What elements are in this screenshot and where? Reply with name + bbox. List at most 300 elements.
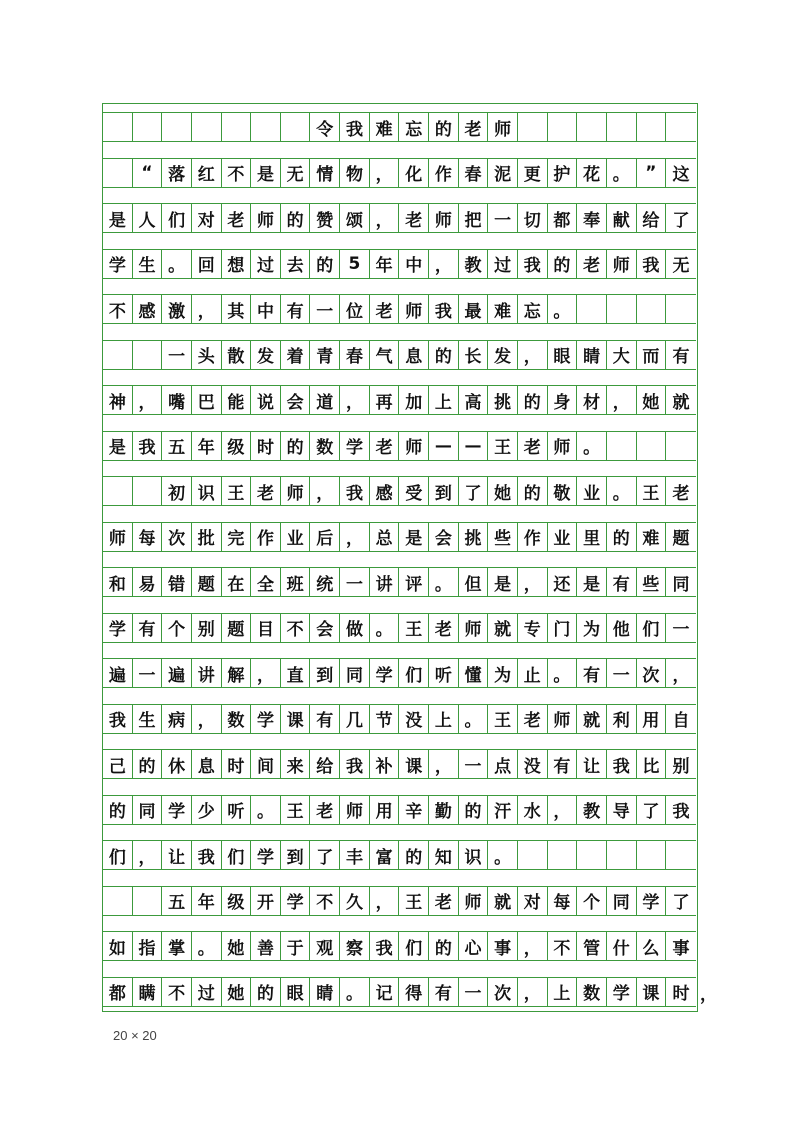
char-cell: 有 bbox=[548, 750, 578, 778]
char-cell: 中 bbox=[399, 250, 429, 278]
char-cell: 为 bbox=[488, 659, 518, 687]
empty-cell bbox=[133, 113, 163, 141]
char-cell: 师 bbox=[251, 204, 281, 232]
char-cell: 老 bbox=[370, 295, 400, 323]
char-cell: 是 bbox=[399, 523, 429, 551]
empty-cell bbox=[162, 113, 192, 141]
char-cell: 老 bbox=[251, 477, 281, 505]
char-cell: 善 bbox=[251, 932, 281, 960]
char-cell: 能 bbox=[222, 386, 252, 414]
char-cell: 一 bbox=[340, 568, 370, 596]
grid-row bbox=[103, 931, 696, 961]
char-cell: 春 bbox=[340, 341, 370, 369]
char-cell: 王 bbox=[399, 887, 429, 915]
char-cell: 王 bbox=[222, 477, 252, 505]
grid-row bbox=[103, 613, 696, 643]
char-cell: 青 bbox=[310, 341, 340, 369]
char-cell: 讲 bbox=[370, 568, 400, 596]
char-cell: 气 bbox=[370, 341, 400, 369]
empty-cell bbox=[637, 295, 667, 323]
char-cell: 把 bbox=[459, 204, 489, 232]
char-cell: 他 bbox=[607, 614, 637, 642]
char-cell: 。 bbox=[192, 932, 222, 960]
char-cell: 管 bbox=[577, 932, 607, 960]
char-cell: 有 bbox=[429, 978, 459, 1006]
empty-cell bbox=[637, 113, 667, 141]
char-cell: 给 bbox=[637, 204, 667, 232]
char-cell: 不 bbox=[310, 887, 340, 915]
char-cell: 老 bbox=[577, 250, 607, 278]
char-cell: 补 bbox=[370, 750, 400, 778]
char-cell: 师 bbox=[399, 295, 429, 323]
char-cell: 会 bbox=[281, 386, 311, 414]
empty-cell bbox=[666, 295, 696, 323]
char-cell: 我 bbox=[340, 477, 370, 505]
grid-row bbox=[103, 431, 696, 461]
char-cell: 识 bbox=[459, 841, 489, 869]
grid-row bbox=[103, 340, 696, 370]
char-cell: 让 bbox=[577, 750, 607, 778]
char-cell: 会 bbox=[310, 614, 340, 642]
empty-cell bbox=[548, 841, 578, 869]
char-cell: 。 bbox=[607, 159, 637, 187]
char-cell: 是 bbox=[577, 568, 607, 596]
char-cell: 来 bbox=[281, 750, 311, 778]
char-cell: 用 bbox=[370, 796, 400, 824]
char-cell: 的 bbox=[429, 932, 459, 960]
grid-row bbox=[103, 704, 696, 734]
char-cell: 业 bbox=[548, 523, 578, 551]
char-cell: 老 bbox=[399, 204, 429, 232]
grid-row bbox=[103, 977, 696, 1007]
char-cell: 学 bbox=[251, 705, 281, 733]
char-cell: 初 bbox=[162, 477, 192, 505]
char-cell: 大 bbox=[607, 341, 637, 369]
char-cell: 散 bbox=[222, 341, 252, 369]
grid-row bbox=[103, 658, 696, 688]
char-cell: 了 bbox=[672, 893, 690, 913]
char-cell: 的 bbox=[251, 978, 281, 1006]
char-cell: 我 bbox=[637, 250, 667, 278]
char-cell: 切 bbox=[518, 204, 548, 232]
char-cell: 忘 bbox=[518, 295, 548, 323]
char-cell: 。 bbox=[607, 477, 637, 505]
char-cell: 得 bbox=[399, 978, 429, 1006]
char-cell: 没 bbox=[399, 705, 429, 733]
empty-cell bbox=[577, 295, 607, 323]
char-cell: 时 bbox=[251, 432, 281, 460]
char-cell: 红 bbox=[192, 159, 222, 187]
char-cell: 眼 bbox=[548, 341, 578, 369]
char-cell: 的 bbox=[518, 477, 548, 505]
char-cell: 没 bbox=[518, 750, 548, 778]
char-cell: 令 bbox=[310, 113, 340, 141]
empty-cell bbox=[103, 477, 133, 505]
char-cell: 息 bbox=[399, 341, 429, 369]
char-cell: 作 bbox=[251, 523, 281, 551]
char-cell: ， bbox=[133, 841, 163, 869]
char-cell: 识 bbox=[192, 477, 222, 505]
char-cell: 有 bbox=[607, 568, 637, 596]
char-cell: 老 bbox=[672, 483, 690, 504]
char-cell: 神 bbox=[103, 386, 133, 414]
char-cell: 久 bbox=[340, 887, 370, 915]
char-cell: 情 bbox=[310, 159, 340, 187]
char-cell: 5 bbox=[340, 250, 370, 278]
char-cell: 错 bbox=[162, 568, 192, 596]
char-cell: ， bbox=[518, 978, 548, 1006]
char-cell: 她 bbox=[222, 932, 252, 960]
empty-cell bbox=[518, 841, 548, 869]
char-cell: 心 bbox=[459, 932, 489, 960]
char-cell: 老 bbox=[310, 796, 340, 824]
char-cell: 。 bbox=[488, 841, 518, 869]
char-cell: 有 bbox=[133, 614, 163, 642]
char-cell: 王 bbox=[488, 432, 518, 460]
empty-cell bbox=[607, 113, 637, 141]
char-cell: 加 bbox=[399, 386, 429, 414]
char-cell: 有 bbox=[310, 705, 340, 733]
char-cell: 王 bbox=[488, 705, 518, 733]
grid-row bbox=[103, 476, 696, 506]
char-cell: 难 bbox=[637, 523, 667, 551]
char-cell: 水 bbox=[518, 796, 548, 824]
empty-cell bbox=[103, 887, 133, 915]
char-cell: 巴 bbox=[192, 386, 222, 414]
char-cell: 高 bbox=[459, 386, 489, 414]
char-cell: 次 bbox=[162, 523, 192, 551]
char-cell: 师 bbox=[103, 523, 133, 551]
char-cell: 解 bbox=[222, 659, 252, 687]
char-cell: 么 bbox=[637, 932, 667, 960]
char-cell: 是 bbox=[103, 204, 133, 232]
char-cell: 易 bbox=[133, 568, 163, 596]
empty-cell bbox=[666, 841, 696, 869]
char-cell: 学 bbox=[607, 978, 637, 1006]
char-cell: 师 bbox=[548, 705, 578, 733]
char-cell: 到 bbox=[310, 659, 340, 687]
char-cell: ， bbox=[310, 477, 340, 505]
char-cell: 遍 bbox=[162, 659, 192, 687]
empty-cell bbox=[133, 341, 163, 369]
char-cell: 评 bbox=[399, 568, 429, 596]
char-cell: 老 bbox=[518, 705, 548, 733]
char-cell: 有 bbox=[672, 347, 690, 367]
char-cell: 作 bbox=[518, 523, 548, 551]
char-cell: 数 bbox=[577, 978, 607, 1006]
char-cell: 同 bbox=[607, 887, 637, 915]
char-cell: 比 bbox=[637, 750, 667, 778]
char-cell: 察 bbox=[340, 932, 370, 960]
char-cell: 一 bbox=[459, 750, 489, 778]
char-cell: 统 bbox=[310, 568, 340, 596]
char-cell: ， bbox=[518, 341, 548, 369]
char-cell: 睛 bbox=[577, 341, 607, 369]
char-cell: 中 bbox=[251, 295, 281, 323]
char-cell: 师 bbox=[340, 796, 370, 824]
char-cell: 师 bbox=[429, 204, 459, 232]
char-cell: 全 bbox=[251, 568, 281, 596]
char-cell: 个 bbox=[577, 887, 607, 915]
grid-row bbox=[103, 158, 696, 188]
char-cell: 完 bbox=[222, 523, 252, 551]
char-cell: 道 bbox=[310, 386, 340, 414]
char-cell: 每 bbox=[133, 523, 163, 551]
char-cell: 们 bbox=[637, 614, 667, 642]
empty-cell bbox=[281, 113, 311, 141]
char-cell: 对 bbox=[192, 204, 222, 232]
char-cell: 感 bbox=[133, 295, 163, 323]
char-cell: 。 bbox=[548, 659, 578, 687]
char-cell: 课 bbox=[399, 750, 429, 778]
char-cell: 物 bbox=[340, 159, 370, 187]
char-cell: 间 bbox=[251, 750, 281, 778]
char-cell: 休 bbox=[162, 750, 192, 778]
grid-row bbox=[103, 795, 696, 825]
char-cell: 。 bbox=[340, 978, 370, 1006]
char-cell: 更 bbox=[518, 159, 548, 187]
char-cell: 。 bbox=[548, 295, 578, 323]
grid-row bbox=[103, 749, 696, 779]
char-cell: 在 bbox=[222, 568, 252, 596]
char-cell: 这 bbox=[672, 165, 690, 185]
char-cell: 五 bbox=[162, 432, 192, 460]
char-cell: 到 bbox=[281, 841, 311, 869]
char-cell: 无 bbox=[281, 159, 311, 187]
grid-row bbox=[103, 567, 696, 597]
char-cell: 什 bbox=[607, 932, 637, 960]
char-cell: 一 bbox=[133, 659, 163, 687]
char-cell: 我 bbox=[192, 841, 222, 869]
char-cell: 知 bbox=[429, 841, 459, 869]
char-cell: 我 bbox=[340, 113, 370, 141]
char-cell: 对 bbox=[518, 887, 548, 915]
grid-row bbox=[103, 840, 696, 870]
char-cell: 忘 bbox=[399, 113, 429, 141]
char-cell: 学 bbox=[103, 614, 133, 642]
empty-cell bbox=[222, 113, 252, 141]
char-cell: 了 bbox=[637, 796, 667, 824]
char-cell: 回 bbox=[192, 250, 222, 278]
char-cell: 学 bbox=[637, 887, 667, 915]
char-cell: 的 bbox=[607, 523, 637, 551]
char-cell: 观 bbox=[310, 932, 340, 960]
char-cell: 懂 bbox=[459, 659, 489, 687]
char-cell: 业 bbox=[281, 523, 311, 551]
grid-row bbox=[103, 385, 696, 415]
char-cell: 她 bbox=[488, 477, 518, 505]
char-cell: 师 bbox=[459, 614, 489, 642]
char-cell: 丰 bbox=[340, 841, 370, 869]
char-cell: 发 bbox=[488, 341, 518, 369]
char-cell: 指 bbox=[133, 932, 163, 960]
char-cell: 还 bbox=[548, 568, 578, 596]
char-cell: 学 bbox=[162, 796, 192, 824]
char-cell: 我 bbox=[672, 802, 690, 822]
char-cell: 奉 bbox=[577, 204, 607, 232]
char-cell: 到 bbox=[429, 477, 459, 505]
char-cell: 花 bbox=[577, 159, 607, 187]
char-cell: 不 bbox=[162, 978, 192, 1006]
char-cell: 的 bbox=[281, 432, 311, 460]
char-cell: “ bbox=[133, 159, 163, 187]
char-cell: 不 bbox=[548, 932, 578, 960]
char-cell: 直 bbox=[281, 659, 311, 687]
char-cell: 师 bbox=[488, 113, 518, 141]
char-cell: 学 bbox=[281, 887, 311, 915]
char-cell: 个 bbox=[162, 614, 192, 642]
char-cell: 总 bbox=[370, 523, 400, 551]
char-cell: 导 bbox=[607, 796, 637, 824]
char-cell: 都 bbox=[103, 978, 133, 1006]
char-cell: 过 bbox=[251, 250, 281, 278]
char-cell: 不 bbox=[222, 159, 252, 187]
char-cell: 班 bbox=[281, 568, 311, 596]
char-cell: 和 bbox=[103, 568, 133, 596]
char-cell: 如 bbox=[103, 932, 133, 960]
char-cell: 学 bbox=[370, 659, 400, 687]
char-cell: 不 bbox=[103, 295, 133, 323]
char-cell: 王 bbox=[281, 796, 311, 824]
char-cell: 事 bbox=[488, 932, 518, 960]
char-cell: 一 bbox=[459, 978, 489, 1006]
char-cell: 会 bbox=[429, 523, 459, 551]
char-cell: 学 bbox=[340, 432, 370, 460]
char-cell: 做 bbox=[340, 614, 370, 642]
char-cell: 一 bbox=[162, 341, 192, 369]
char-cell: 老 bbox=[370, 432, 400, 460]
char-cell: 老 bbox=[518, 432, 548, 460]
char-cell: 就 bbox=[488, 614, 518, 642]
char-cell: 让 bbox=[162, 841, 192, 869]
char-cell: 点 bbox=[488, 750, 518, 778]
title-row bbox=[103, 112, 696, 142]
char-cell: 年 bbox=[370, 250, 400, 278]
char-cell: 用 bbox=[637, 705, 667, 733]
char-cell: 们 bbox=[399, 659, 429, 687]
char-cell: 业 bbox=[577, 477, 607, 505]
char-cell: 病 bbox=[162, 705, 192, 733]
char-cell: 上 bbox=[548, 978, 578, 1006]
char-cell: 但 bbox=[459, 568, 489, 596]
char-cell: 老 bbox=[429, 887, 459, 915]
char-cell: 们 bbox=[399, 932, 429, 960]
char-cell: 去 bbox=[281, 250, 311, 278]
char-cell: 是 bbox=[251, 159, 281, 187]
empty-cell bbox=[607, 841, 637, 869]
empty-cell bbox=[637, 841, 667, 869]
char-cell: 了 bbox=[672, 210, 690, 231]
char-cell: 们 bbox=[103, 841, 133, 869]
char-cell: 数 bbox=[310, 432, 340, 460]
char-cell: 受 bbox=[399, 477, 429, 505]
char-cell: 上 bbox=[429, 386, 459, 414]
char-cell: ， bbox=[518, 932, 548, 960]
char-cell: 王 bbox=[637, 477, 667, 505]
char-cell: 挑 bbox=[459, 523, 489, 551]
char-cell: 的 bbox=[281, 204, 311, 232]
char-cell: 材 bbox=[577, 386, 607, 414]
char-cell: 说 bbox=[251, 386, 281, 414]
empty-cell bbox=[577, 841, 607, 869]
char-cell: ， bbox=[518, 568, 548, 596]
char-cell: 少 bbox=[192, 796, 222, 824]
char-cell: 她 bbox=[637, 386, 667, 414]
empty-cell bbox=[666, 432, 696, 460]
char-cell: 有 bbox=[577, 659, 607, 687]
char-cell: 老 bbox=[222, 204, 252, 232]
char-cell: 人 bbox=[133, 204, 163, 232]
char-cell: 就 bbox=[577, 705, 607, 733]
empty-cell bbox=[666, 113, 696, 141]
char-cell: 们 bbox=[222, 841, 252, 869]
char-cell: 我 bbox=[133, 432, 163, 460]
char-cell: 的 bbox=[548, 250, 578, 278]
grid-row bbox=[103, 249, 696, 279]
char-cell: 是 bbox=[488, 568, 518, 596]
char-cell: — bbox=[459, 432, 489, 460]
char-cell: 些 bbox=[637, 568, 667, 596]
char-cell: 一 bbox=[672, 620, 690, 640]
char-cell: 献 bbox=[607, 204, 637, 232]
char-cell: 同 bbox=[672, 574, 690, 595]
char-cell: 些 bbox=[488, 523, 518, 551]
char-cell: 感 bbox=[370, 477, 400, 505]
char-cell: 我 bbox=[103, 705, 133, 733]
char-cell: 年 bbox=[192, 432, 222, 460]
char-cell: ， bbox=[370, 887, 400, 915]
char-cell: 一 bbox=[607, 659, 637, 687]
char-cell: 听 bbox=[429, 659, 459, 687]
grid-row bbox=[103, 294, 696, 324]
char-cell: 一 bbox=[488, 204, 518, 232]
char-cell: 同 bbox=[340, 659, 370, 687]
grid-size-label: 20 × 20 bbox=[113, 1028, 157, 1043]
empty-cell bbox=[577, 113, 607, 141]
char-cell: 位 bbox=[340, 295, 370, 323]
char-cell: 别 bbox=[192, 614, 222, 642]
char-cell: 课 bbox=[281, 705, 311, 733]
empty-cell bbox=[133, 887, 163, 915]
char-cell: 教 bbox=[577, 796, 607, 824]
char-cell: 我 bbox=[429, 295, 459, 323]
overflow-punctuation: ， bbox=[700, 984, 717, 1005]
empty-cell bbox=[518, 113, 548, 141]
char-cell: 开 bbox=[251, 887, 281, 915]
char-cell: 的 bbox=[103, 796, 133, 824]
char-cell: 后 bbox=[310, 523, 340, 551]
char-cell: 次 bbox=[488, 978, 518, 1006]
char-cell: 无 bbox=[672, 256, 690, 276]
char-cell: 都 bbox=[548, 204, 578, 232]
char-cell: 节 bbox=[370, 705, 400, 733]
char-cell: 专 bbox=[518, 614, 548, 642]
char-cell: 事 bbox=[672, 938, 690, 959]
char-cell: 生 bbox=[133, 250, 163, 278]
char-cell: 难 bbox=[488, 295, 518, 323]
char-cell: 题 bbox=[672, 529, 690, 549]
char-cell: ， bbox=[251, 659, 281, 687]
char-cell: 掌 bbox=[162, 932, 192, 960]
char-cell: 最 bbox=[459, 295, 489, 323]
char-cell: 于 bbox=[281, 932, 311, 960]
char-cell: 头 bbox=[192, 341, 222, 369]
empty-cell bbox=[637, 432, 667, 460]
char-cell: ， bbox=[672, 665, 690, 686]
char-cell: 。 bbox=[162, 250, 192, 278]
char-cell: 落 bbox=[162, 159, 192, 187]
char-cell: 年 bbox=[192, 887, 222, 915]
